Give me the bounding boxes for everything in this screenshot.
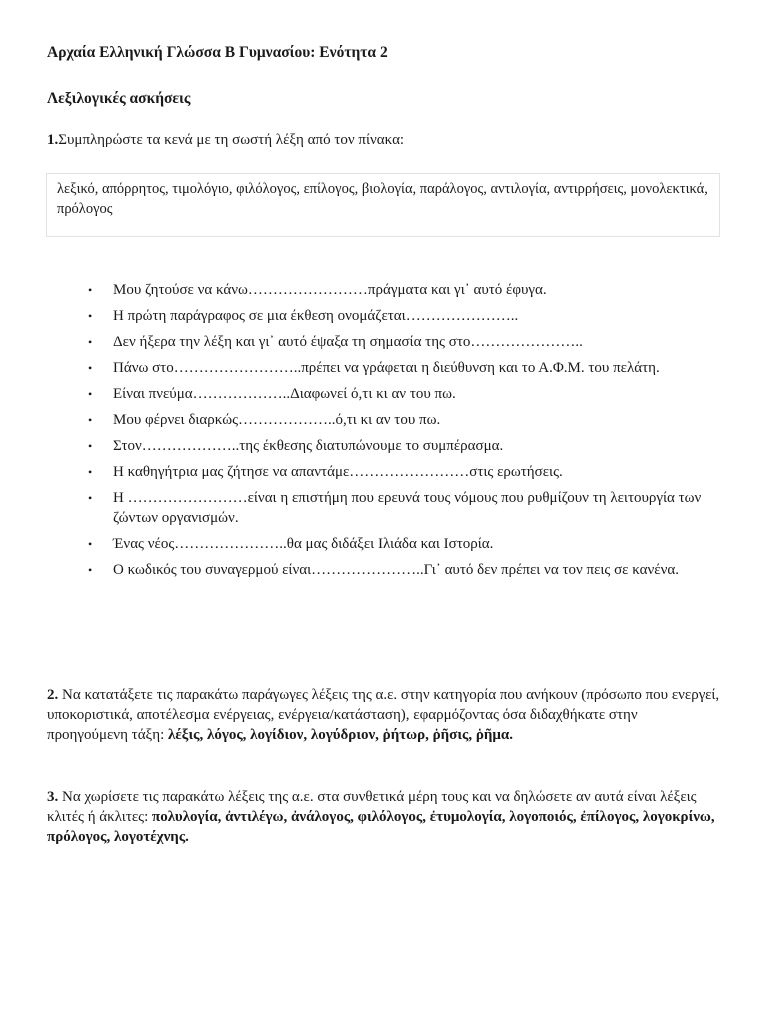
list-item [88, 306, 720, 326]
bullet-icon: • [88, 413, 93, 427]
list-item [88, 462, 720, 482]
list-item [88, 280, 720, 300]
list-item-text: Ένας νέος…………………..θα μας διδάξει Ιλιάδα και Ιστορία. [113, 536, 494, 552]
bullet-icon: • [88, 361, 93, 375]
exercise-2-text: Να κατατάξετε τις παρακάτω παράγωγες λέξεις της α.ε. στην κατηγορία που ανήκουν (πρόσωπο που ενεργεί, υποκοριστικά, αποτέλεσμα ενέργειας, ενέργεια/κατάσταση), εφαρμόζοντας όσα διδαχθήκατε στην προηγούμενη τάξη: [47, 687, 720, 743]
list-item-text: Η ……………………είναι η επιστήμη που ερευνά τους νόμους που ρυθμίζουν τη λειτουργία των ζώντων οργανισμών. [113, 490, 702, 526]
list-item [88, 436, 720, 456]
list-item-text: Δεν ήξερα την λέξη και γι᾽ αυτό έψαξα τη σημασία της στο………………….. [113, 334, 583, 350]
list-item [88, 560, 720, 580]
exercise-1-number: 1. [47, 132, 59, 148]
list-item [88, 358, 720, 378]
bullet-icon: • [88, 309, 93, 323]
exercise-3-words: πολυλογία, ἀντιλέγω, ἀνάλογος, φιλόλογος, ἐτυμολογία, λογοποιός, ἐπίλογος, λογοκρίνω, πρόλογος, λογοτέχνης. [47, 809, 715, 845]
bullet-icon: • [88, 491, 93, 505]
bullet-icon: • [88, 283, 93, 297]
list-item [88, 488, 720, 528]
exercise-2-number: 2. [47, 687, 59, 703]
bullet-icon: • [88, 439, 93, 453]
bullet-icon: • [88, 465, 93, 479]
list-item-text: Η καθηγήτρια μας ζήτησε να απαντάμε……………………στις ερωτήσεις. [113, 464, 563, 480]
exercise-2 [47, 685, 722, 745]
exercise-1-instruction: Συμπληρώστε τα κενά με τη σωστή λέξη από τον πίνακα: [58, 132, 405, 148]
bullet-icon: • [88, 537, 93, 551]
document-subtitle: Λεξιλογικές ασκήσεις [47, 90, 191, 107]
word-box: λεξικό, απόρρητος, τιμολόγιο, φιλόλογος, επίλογος, βιολογία, παράλογος, αντιλογία, αντιρρήσεις, μονολεκτικά, πρόλογος [46, 173, 720, 237]
document-title: Αρχαία Ελληνική Γλώσσα Β Γυμνασίου: Ενότητα 2 [47, 44, 388, 61]
bullet-icon: • [88, 387, 93, 401]
list-item [88, 410, 720, 430]
exercise-3-number: 3. [47, 789, 59, 805]
list-item [88, 332, 720, 352]
list-item [88, 384, 720, 404]
list-item-text: Πάνω στο……………………..πρέπει να γράφεται η διεύθυνση και το Α.Φ.Μ. του πελάτη. [113, 360, 660, 376]
bullet-icon: • [88, 335, 93, 349]
list-item-text: Μου φέρνει διαρκώς………………..ό,τι κι αν του πω. [113, 412, 441, 428]
list-item-text: Στον………………..της έκθεσης διατυπώνουμε το συμπέρασμα. [113, 438, 504, 454]
exercise-3 [47, 787, 722, 847]
list-item-text: Ο κωδικός του συναγερμού είναι…………………..Γι᾽ αυτό δεν πρέπει να τον πεις σε κανένα. [113, 562, 679, 578]
list-item-text: Η πρώτη παράγραφος σε μια έκθεση ονομάζεται………………….. [113, 308, 519, 324]
exercise-1-list [88, 280, 720, 586]
exercise-3-text: Να χωρίσετε τις παρακάτω λέξεις της α.ε. στα συνθετικά μέρη τους και να δηλώσετε αν αυτά είναι λέξεις κλιτές ή άκλιτες: [47, 789, 697, 825]
list-item [88, 534, 720, 554]
list-item-text: Μου ζητούσε να κάνω……………………πράγματα και γι᾽ αυτό έφυγα. [113, 282, 547, 298]
bullet-icon: • [88, 563, 93, 577]
list-item-text: Είναι πνεύμα………………..Διαφωνεί ό,τι κι αν του πω. [113, 386, 456, 402]
exercise-2-words: λέξις, λόγος, λογίδιον, λογύδριον, ῥήτωρ, ῥῆσις, ῥῆμα. [168, 727, 513, 743]
exercise-1-heading [47, 132, 404, 149]
